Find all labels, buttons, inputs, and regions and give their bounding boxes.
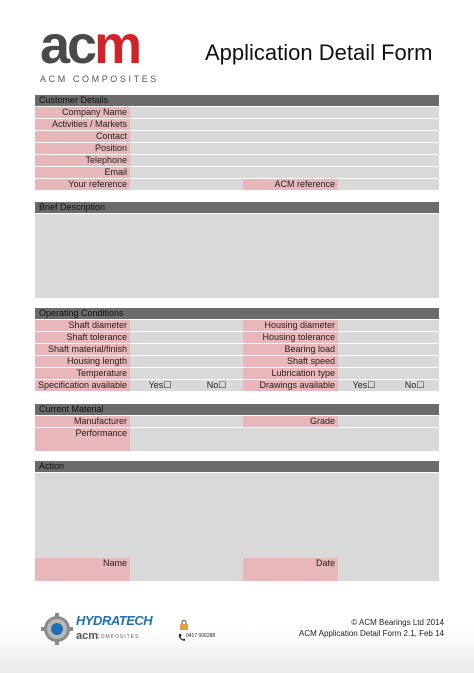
company-name-label: Company Name [35,107,130,118]
housing-diameter-label: Housing diameter [243,320,338,331]
position-label: Position [35,143,130,154]
grade-label: Grade [243,416,338,427]
row-activities [35,119,439,130]
row-availability [35,380,439,391]
logo-ac: ac [40,15,95,75]
shaft-speed-field[interactable] [338,356,439,367]
performance-label: Performance [35,428,130,451]
specification-no-checkbox[interactable]: No☐ [190,380,243,391]
brief-description-field[interactable] [35,214,439,298]
email-field[interactable] [130,167,439,178]
row-company-name [35,107,439,118]
housing-diameter-field[interactable] [338,320,439,331]
drawings-yes-checkbox[interactable]: Yes☐ [338,380,390,391]
acm-logo [40,15,180,84]
lubrication-type-field[interactable] [338,368,439,379]
logo-m: m [94,15,140,75]
date-field[interactable] [338,558,439,581]
row-name-date [35,558,439,581]
shaft-tolerance-label: Shaft tolerance [35,332,130,343]
telephone-label: Telephone [35,155,130,166]
housing-tolerance-label: Housing tolerance [243,332,338,343]
row-position [35,143,439,154]
gear-icon [40,612,74,646]
drawings-no-checkbox[interactable]: No☐ [390,380,439,391]
date-label: Date [243,558,338,581]
contact-field[interactable] [130,131,439,142]
email-label: Email [35,167,130,178]
row-temp-lube [35,368,439,379]
acm-reference-field[interactable] [338,179,439,190]
shaft-material-label: Shaft material/finish [35,344,130,355]
housing-length-label: Housing length [35,356,130,367]
activities-field[interactable] [130,119,439,130]
temperature-label: Temperature [35,368,130,379]
row-length-speed [35,356,439,367]
partner-acm-subtitle: COMPOSITES [96,634,140,640]
telephone-field[interactable] [130,155,439,166]
row-manufacturer-grade [35,416,439,427]
performance-field[interactable] [130,428,439,451]
activities-label: Activities / Markets [35,119,130,130]
name-field[interactable] [130,558,243,581]
manufacturer-field[interactable] [130,416,243,427]
row-contact [35,131,439,142]
manufacturer-label: Manufacturer [35,416,130,427]
contact-label: Contact [35,131,130,142]
current-material-header: Current Material [35,404,439,415]
footer-info [299,617,444,639]
bearing-load-label: Bearing load [243,344,338,355]
shaft-speed-label: Shaft speed [243,356,338,367]
row-email [35,167,439,178]
row-tolerances [35,332,439,343]
company-name-field[interactable] [130,107,439,118]
brief-description-header: Brief Description [35,202,439,213]
operating-conditions-header: Operating Conditions [35,308,439,319]
housing-length-field[interactable] [130,356,243,367]
form-title: Application Detail Form [205,40,433,65]
specification-yes-checkbox[interactable]: Yes☐ [130,380,190,391]
row-references [35,179,439,190]
shaft-tolerance-field[interactable] [130,332,243,343]
row-diameters [35,320,439,331]
partner-acm-logo: acm [76,630,99,642]
your-reference-field[interactable] [130,179,243,190]
drawings-available-label: Drawings available [243,380,338,391]
specification-available-label: Specification available [35,380,130,391]
temperature-field[interactable] [130,368,243,379]
your-reference-label: Your reference [35,179,130,190]
customer-details-header: Customer Details [35,95,439,106]
shaft-diameter-label: Shaft diameter [35,320,130,331]
acm-reference-label: ACM reference [243,179,338,190]
row-telephone [35,155,439,166]
name-label: Name [35,558,130,581]
action-field[interactable] [35,473,439,558]
housing-tolerance-field[interactable] [338,332,439,343]
lock-icon [179,620,189,630]
shaft-material-field[interactable] [130,344,243,355]
position-field[interactable] [130,143,439,154]
bearing-load-field[interactable] [338,344,439,355]
phone-icon [178,633,185,641]
row-performance [35,428,439,451]
copyright-text: © ACM Bearings Ltd 2014 [351,618,444,627]
shaft-diameter-field[interactable] [130,320,243,331]
logo-subtitle: ACM COMPOSITES [40,74,159,84]
row-material-load [35,344,439,355]
lubrication-type-label: Lubrication type [243,368,338,379]
action-header: Action [35,461,439,472]
version-text: ACM Application Detail Form 2.1, Feb 14 [299,629,444,638]
grade-field[interactable] [338,416,439,427]
hydratech-name: HYDRATECH [76,613,153,628]
phone-number: 0417 006288 [186,633,216,639]
